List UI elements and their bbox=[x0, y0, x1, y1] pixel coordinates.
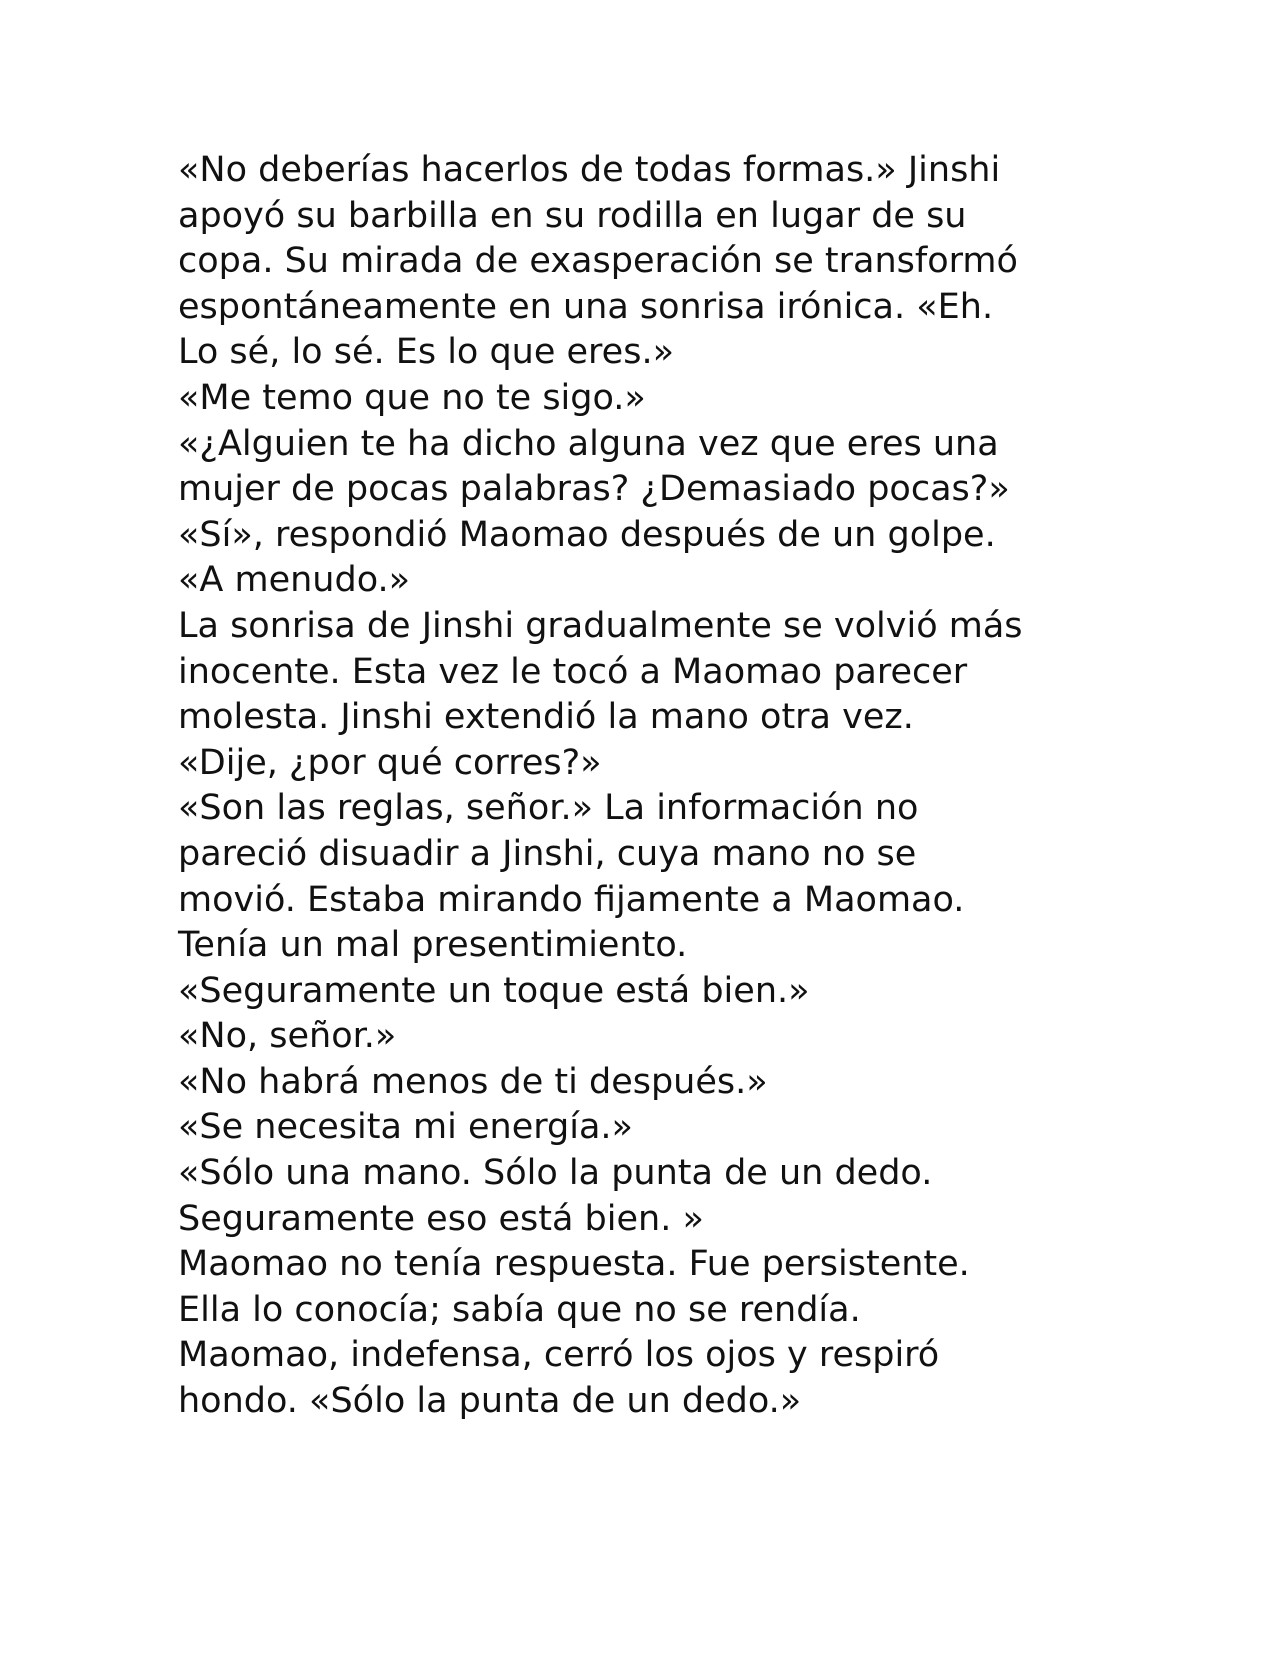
text-line: Lo sé, lo sé. Es lo que eres.» bbox=[178, 332, 674, 373]
text-line: mujer de pocas palabras? ¿Demasiado pocas?» bbox=[178, 469, 1010, 510]
text-line: pareció disuadir a Jinshi, cuya mano no se bbox=[178, 833, 917, 874]
text-line: «A menudo.» bbox=[178, 560, 411, 601]
text-line: «Dije, ¿por qué corres?» bbox=[178, 742, 602, 783]
text-line: «Sí», respondió Maomao después de un golpe. bbox=[178, 514, 996, 555]
text-line: movió. Estaba mirando fijamente a Maomao. bbox=[178, 879, 965, 920]
text-line: La sonrisa de Jinshi gradualmente se volvió más bbox=[178, 605, 1023, 646]
text-line: «Seguramente un toque está bien.» bbox=[178, 970, 810, 1011]
text-line: Maomao no tenía respuesta. Fue persistente. bbox=[178, 1244, 970, 1285]
text-line: «Me temo que no te sigo.» bbox=[178, 377, 646, 418]
text-line: «No deberías hacerlos de todas formas.» Jinshi bbox=[178, 150, 1001, 190]
text-line: Seguramente eso está bien. » bbox=[178, 1198, 704, 1239]
text-line: «Se necesita mi energía.» bbox=[178, 1107, 633, 1148]
text-line: «¿Alguien te ha dicho alguna vez que eres una bbox=[178, 423, 999, 464]
text-line: espontáneamente en una sonrisa irónica. «Eh. bbox=[178, 286, 994, 327]
text-line: apoyó su barbilla en su rodilla en lugar de su bbox=[178, 195, 967, 236]
body-text bbox=[178, 148, 1218, 1425]
text-line: inocente. Esta vez le tocó a Maomao parecer bbox=[178, 651, 968, 692]
text-line: copa. Su mirada de exasperación se transformó bbox=[178, 241, 1018, 282]
text-line: hondo. «Sólo la punta de un dedo.» bbox=[178, 1381, 802, 1422]
text-line: «No habrá menos de ti después.» bbox=[178, 1061, 768, 1102]
text-line: Maomao, indefensa, cerró los ojos y respiró bbox=[178, 1335, 940, 1376]
text-line: «Son las reglas, señor.» La información no bbox=[178, 788, 919, 829]
text-line: Ella lo conocía; sabía que no se rendía. bbox=[178, 1289, 861, 1330]
text-line: Tenía un mal presentimiento. bbox=[178, 925, 688, 966]
text-line: «No, señor.» bbox=[178, 1016, 397, 1057]
text-line: molesta. Jinshi extendió la mano otra vez. bbox=[178, 697, 914, 738]
text-line: «Sólo una mano. Sólo la punta de un dedo. bbox=[178, 1153, 933, 1194]
